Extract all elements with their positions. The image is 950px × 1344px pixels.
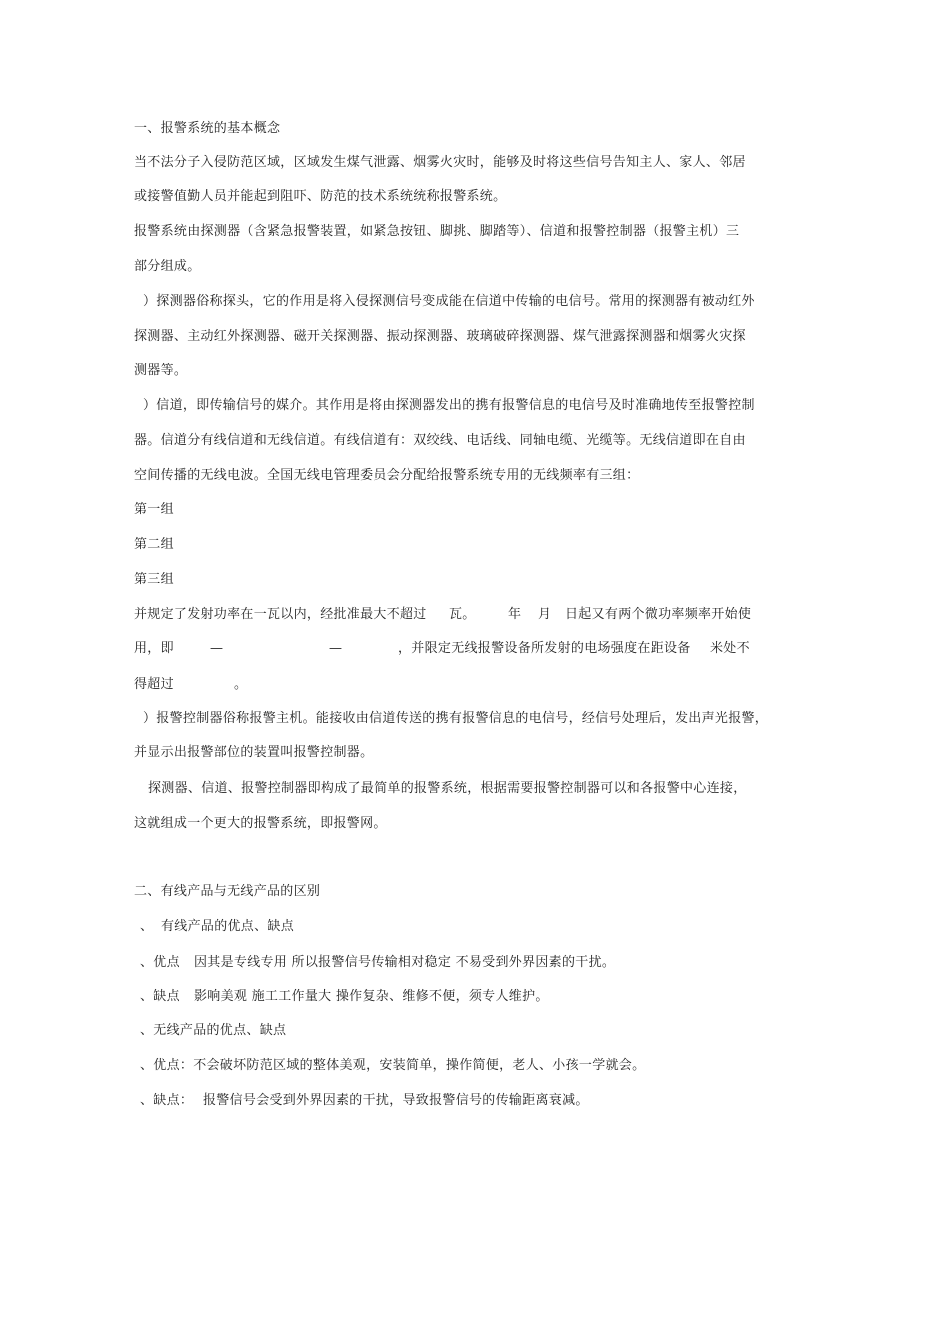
paragraph-2-line-1: 报警系统由探测器（含紧急报警装置，如紧急按钮、脚挑、脚踏等）、信道和报警控制器（报警主机）三 [134, 224, 740, 239]
paragraph-4-line-2: 器。信道分有线信道和无线信道。有线信道有：双绞线、电话线、同轴电缆、光缆等。无线信道即在自由 [134, 433, 746, 448]
paragraph-7-line-1: 探测器、信道、报警控制器即构成了最简单的报警系统，根据需要报警控制器可以和各报警中心连接， [148, 781, 747, 796]
paragraph-3-line-2: 探测器、主动红外探测器、磁开关探测器、振动探测器、玻璃破碎探测器、煤气泄露探测器和烟雾火灾探 [134, 329, 746, 344]
p5-line2-part-a: 用，即 [134, 641, 174, 656]
wired-subheading-marker: 、 [140, 919, 154, 934]
paragraph-1-line-1: 当不法分子入侵防范区域，区域发生煤气泄露、烟雾火灾时，能够及时将这些信号告知主人、家人、邻居 [134, 155, 746, 170]
paragraph-2-line-2: 部分组成。 [134, 259, 201, 274]
p5-line3-part-b: 。 [234, 677, 248, 692]
p5-line2-part-b: — [210, 641, 224, 656]
paragraph-3-line-3: 测器等。 [134, 363, 188, 378]
frequency-group-2: 第二组 [134, 537, 174, 552]
wired-cons-label: 、缺点 [140, 989, 180, 1004]
paragraph-7-line-2: 这就组成一个更大的报警系统，即报警网。 [134, 816, 387, 831]
frequency-group-3: 第三组 [134, 572, 174, 587]
wireless-pros: 、优点：不会破坏防范区域的整体美观，安装简单，操作简便，老人、小孩一学就会。 [140, 1058, 646, 1073]
wireless-cons-text: 报警信号会受到外界因素的干扰，导致报警信号的传输距离衰减。 [203, 1093, 589, 1108]
p5-line1-part-b: 瓦。 [449, 607, 476, 622]
wireless-subheading: 、无线产品的优点、缺点 [140, 1023, 287, 1038]
p5-line1-part-e: 日起又有两个微功率频率开始使 [565, 607, 752, 622]
wired-pros-text: 因其是专线专用 所以报警信号传输相对稳定 不易受到外界因素的干扰。 [194, 955, 616, 970]
p5-line1-part-d: 月 [538, 607, 552, 622]
frequency-group-1: 第一组 [134, 502, 174, 517]
p5-line2-part-c: — [329, 641, 343, 656]
p5-line2-part-e: 米处不 [710, 641, 750, 656]
paragraph-4-line-1: ）信道，即传输信号的媒介。其作用是将由探测器发出的携有报警信息的电信号及时准确地传至报警控制 [143, 398, 755, 413]
p5-line3-part-a: 得超过 [134, 677, 174, 692]
section-1-heading: 一、报警系统的基本概念 [134, 121, 281, 136]
paragraph-6-line-1: ）报警控制器俗称报警主机。能接收由信道传送的携有报警信息的电信号，经信号处理后，发出声光报警， [143, 711, 769, 726]
wired-pros-label: 、优点 [140, 955, 180, 970]
p5-line1-part-c: 年 [508, 607, 522, 622]
wired-subheading-text: 有线产品的优点、缺点 [161, 919, 295, 934]
section-2-heading: 二、有线产品与无线产品的区别 [134, 884, 321, 899]
paragraph-6-line-2: 并显示出报警部位的装置叫报警控制器。 [134, 745, 374, 760]
paragraph-3-line-1: ）探测器俗称探头，它的作用是将入侵探测信号变成能在信道中传输的电信号。常用的探测器有被动红外 [143, 294, 755, 309]
wired-cons-text: 影响美观 施工工作量大 操作复杂、维修不便，须专人维护。 [194, 989, 549, 1004]
paragraph-4-line-3: 空间传播的无线电波。全国无线电管理委员会分配给报警系统专用的无线频率有三组： [134, 468, 640, 483]
p5-line2-part-d: ，并限定无线报警设备所发射的电场强度在距设备 [398, 641, 691, 656]
wireless-cons-label: 、缺点： [140, 1093, 194, 1108]
paragraph-1-line-2: 或接警值勤人员并能起到阻吓、防范的技术系统统称报警系统。 [134, 189, 507, 204]
p5-line1-part-a: 并规定了发射功率在一瓦以内，经批准最大不超过 [134, 607, 427, 622]
